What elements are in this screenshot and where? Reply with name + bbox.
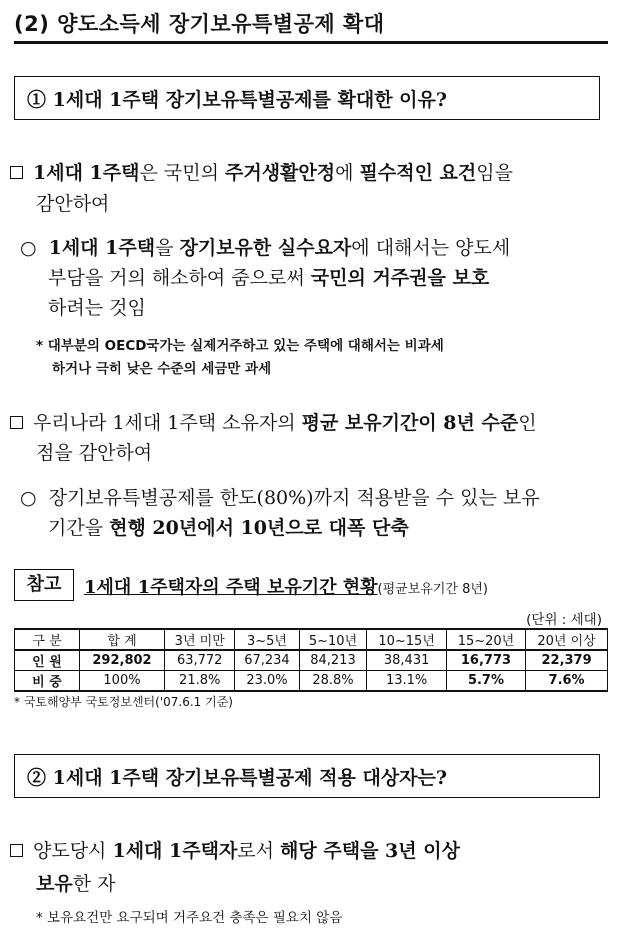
table-cell: 7.6% [526, 671, 608, 692]
table-cell: 67,234 [235, 650, 299, 671]
square-bullet-icon [10, 844, 23, 857]
page-title: (2) 양도소득세 장기보유특별공제 확대 [14, 12, 385, 36]
table-cell: 21.8% [165, 671, 235, 692]
table-cell: 28.8% [299, 671, 367, 692]
table-cell: 인 원 [15, 650, 80, 671]
section1-note1-line1: * 대부분의 OECD국가는 실제거주하고 있는 주택에 대해서는 비과세 [36, 338, 444, 354]
table-cell: 22,379 [526, 650, 608, 671]
section2-item1-line1: 양도당시 1세대 1주택자로서 해당 주택을 3년 이상 [10, 836, 460, 863]
square-bullet-icon [10, 166, 23, 179]
section1-sub2-line1: ○ 장기보유특별공제를 한도(80%)까지 적용받을 수 있는 보유 [20, 487, 540, 509]
table-cell: 84,213 [299, 650, 367, 671]
title-underline [14, 41, 608, 44]
table-cell: 13.1% [367, 671, 446, 692]
reference-badge: 참고 [14, 569, 74, 601]
table-header: 20년 이상 [526, 629, 608, 650]
reference-table [14, 628, 608, 692]
table-header: 합 계 [80, 629, 165, 650]
table-cell: 292,802 [80, 650, 165, 671]
section2-note: * 보유요건만 요구되며 거주요건 충족은 필요치 않음 [36, 910, 343, 926]
section1-heading-box [14, 76, 600, 120]
section1-sub1-line2: 부담을 거의 해소하여 줌으로써 국민의 거주권을 보호 [48, 267, 490, 289]
table-cell: 63,772 [165, 650, 235, 671]
section1-sub2-line2: 기간을 현행 20년에서 10년으로 대폭 단축 [48, 517, 409, 539]
table-cell: 100% [80, 671, 165, 692]
table-cell: 16,773 [446, 650, 525, 671]
section2-heading-box [14, 754, 600, 798]
reference-title: 1세대 1주택자의 주택 보유기간 현황(평균보유기간 8년) [84, 577, 488, 598]
section2-item1-line2: 보유한 자 [36, 873, 116, 895]
table-cell: 5.7% [446, 671, 525, 692]
table-header: 5~10년 [299, 629, 367, 650]
square-bullet-icon [10, 416, 23, 429]
table-header: 15~20년 [446, 629, 525, 650]
circle-bullet-icon: ○ [20, 487, 37, 509]
section1-heading: ① 1세대 1주택 장기보유특별공제를 확대한 이유? [27, 89, 448, 111]
section1-item1-line1: 1세대 1주택은 국민의 주거생활안정에 필수적인 요건임을 [10, 158, 513, 185]
reference-source: * 국토해양부 국토정보센터('07.6.1 기준) [14, 695, 233, 709]
table-header: 구 분 [15, 629, 80, 650]
table-cell: 23.0% [235, 671, 299, 692]
section1-note1-line2: 하거나 극히 낮은 수준의 세금만 과세 [52, 361, 272, 377]
table-header: 3~5년 [235, 629, 299, 650]
table-header-row [15, 629, 608, 650]
section2-heading: ② 1세대 1주택 장기보유특별공제 적용 대상자는? [27, 767, 448, 789]
section1-item1-line2: 감안하여 [36, 193, 110, 215]
reference-unit: (단위 : 세대) [526, 612, 602, 628]
table-row [15, 671, 608, 692]
table-header: 3년 미만 [165, 629, 235, 650]
section1-sub1-line1: ○ 1세대 1주택을 장기보유한 실수요자에 대해서는 양도세 [20, 237, 511, 259]
section1-item2-line1: 우리나라 1세대 1주택 소유자의 평균 보유기간이 8년 수준인 [10, 408, 537, 435]
section1-item2-line2: 점을 감안하여 [36, 442, 153, 464]
table-cell: 38,431 [367, 650, 446, 671]
table-header: 10~15년 [367, 629, 446, 650]
section1-sub1-line3: 하려는 것임 [48, 297, 146, 319]
table-cell: 비 중 [15, 671, 80, 692]
circle-bullet-icon: ○ [20, 237, 37, 259]
table-row [15, 650, 608, 671]
